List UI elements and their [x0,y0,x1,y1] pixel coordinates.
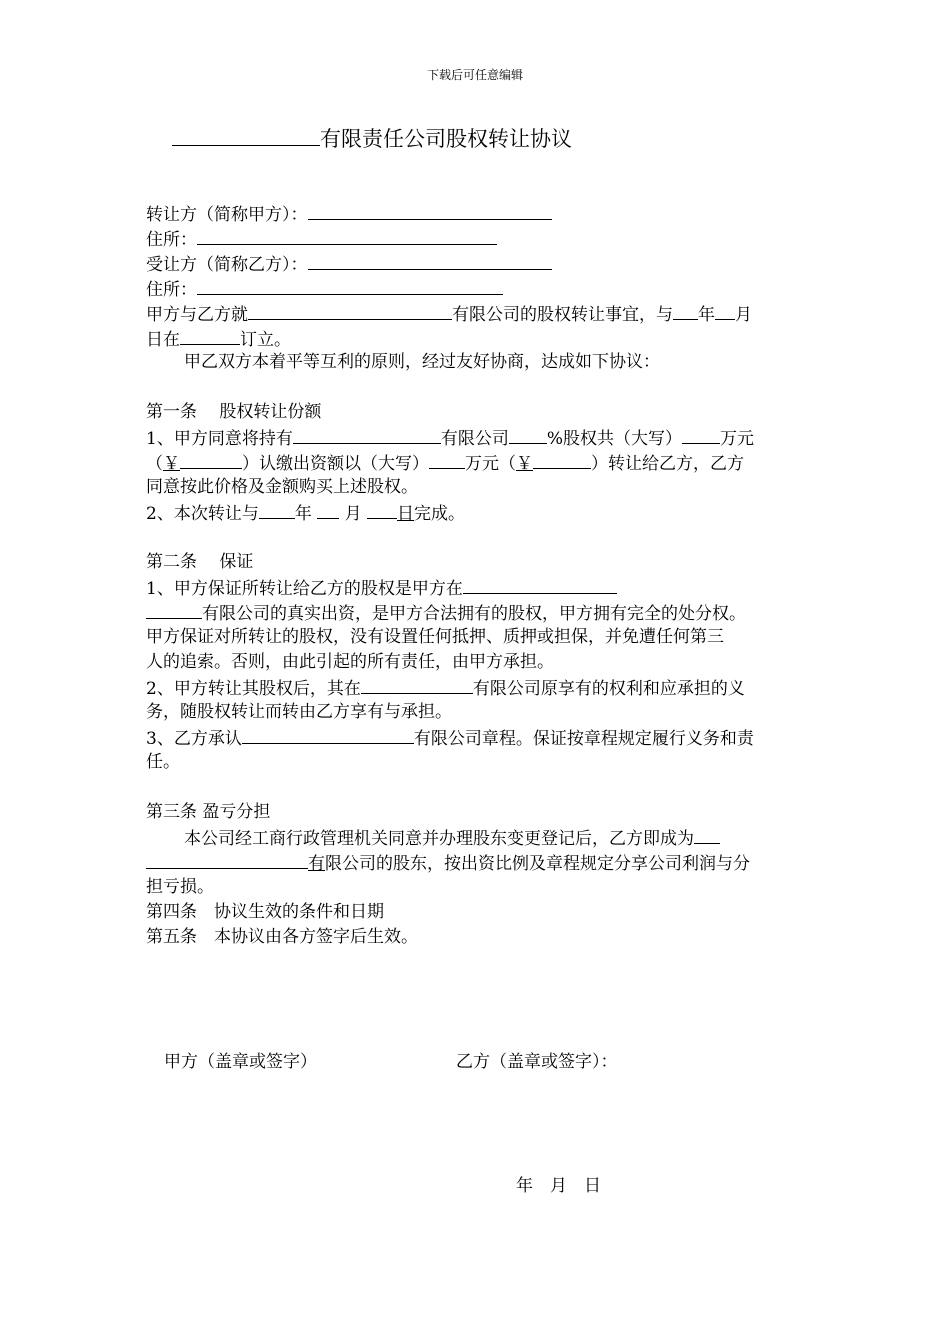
intro-text: 甲方与乙方就 [146,305,248,325]
yen-sign: ￥ [163,454,180,474]
article-1-line-4 [146,500,465,526]
article-2-line-5 [146,675,745,701]
month-blank [715,301,735,320]
clause-text: 2、本次转让与 [146,504,259,524]
month-blank [317,500,339,519]
address-label-2: 住所： [146,280,197,300]
clause-text: ）认缴出资额以（大写） [242,454,429,474]
clause-text: 年 [294,504,312,524]
company-blank [146,600,202,619]
document-title [172,123,572,153]
article-1-line-2 [146,450,744,476]
intro-line-2 [146,326,291,352]
article-2-heading: 第二条 保证 [146,552,254,572]
clause-text: 有限公司章程。保证按章程规定履行义务和责 [413,729,754,749]
clause-text: %股权共（大写） [546,429,682,449]
party-a-signature-label: 甲方（盖章或签字） [164,1052,317,1072]
transferee-line [146,251,552,277]
address-line-1 [146,226,497,252]
article-3-heading: 第三条 盈亏分担 [146,802,271,822]
article-3-line-3: 担亏损。 [146,877,214,897]
percent-blank [509,425,547,444]
intro-line-3: 甲乙双方本着平等互利的原则，经过友好协商，达成如下协议： [184,352,660,372]
article-5-heading: 第五条 本协议由各方签字后生效。 [146,927,418,947]
intro-line-1 [146,301,752,327]
intro-text: 年 [698,305,715,325]
article-2-line-4: 人的追索。否则，由此引起的所有责任，由甲方承担。 [146,652,554,672]
clause-text: ）转让给乙方，乙方 [591,454,744,474]
article-2-line-6: 务，随股权转让而转由乙方享有与承担。 [146,702,452,722]
clause-text: 限公司的股东，按出资比例及章程规定分享公司利润与分 [325,854,750,874]
company-blank [293,425,441,444]
intro-text: 月 [735,305,752,325]
clause-text: 有限公司的真实出资，是甲方合法拥有的股权，甲方拥有完全的处分权。 [202,604,746,624]
intro-company-blank [248,301,452,320]
yen-amount-blank [180,450,242,469]
article-2-line-2 [146,600,746,626]
company-blank [694,825,720,844]
clause-text: 有限公司原享有的权利和应承担的义 [472,679,745,699]
clause-text: 完成。 [414,504,466,524]
address-blank-2 [197,276,503,295]
yen-amount-blank [533,450,591,469]
clause-text: 本公司经工商行政管理机关同意并办理股东变更登记后，乙方即成为 [184,829,694,849]
amount-blank [682,425,720,444]
amount-blank [429,450,465,469]
article-1-line-3: 同意按此价格及金额购买上述股权。 [146,477,418,497]
intro-text: 日在 [146,330,180,350]
clause-text: 万元 [719,429,754,449]
article-2-line-1 [146,575,617,601]
article-4-heading: 第四条 协议生效的条件和日期 [146,902,384,922]
address-line-2 [146,276,503,302]
clause-text: 2、甲方转让其股权后，其在 [146,679,361,699]
clause-text: 有限公司 [440,429,509,449]
company-name-blank [172,127,320,146]
company-blank [361,675,473,694]
transferee-blank [308,251,552,270]
header-note: 下载后可任意编辑 [426,68,523,82]
article-2-line-8: 任。 [146,752,180,772]
company-blank [242,725,414,744]
company-blank [463,575,617,594]
clause-text: 1、甲方保证所转让给乙方的股权是甲方在 [146,579,463,599]
address-label-1: 住所： [146,230,197,250]
yen-sign: ￥ [516,454,533,474]
title-text: 有限责任公司股权转让协议 [320,127,572,151]
clause-text: 3、乙方承认 [146,729,242,749]
signature-date: 年 月 日 [516,1176,601,1196]
day-blank [367,500,397,519]
clause-text: 万元（ [465,454,516,474]
year-blank [259,500,295,519]
clause-text: 月 [344,504,362,524]
article-2-line-3: 甲方保证对所转让的股权，没有设置任何抵押、质押或担保，并免遭任何第三 [146,627,724,647]
article-3-line-2 [146,850,750,876]
clause-text: 有 [308,854,325,874]
clause-text: 日 [397,504,415,524]
transferor-line [146,201,552,227]
article-3-line-1 [184,825,720,851]
company-blank [146,850,308,869]
address-blank-1 [197,226,497,245]
clause-text: （ [146,454,163,474]
transferor-blank [308,201,552,220]
intro-text: 有限公司的股权转让事宜，与 [452,305,673,325]
article-1-line-1 [146,425,754,451]
transferee-label: 受让方（简称乙方）： [146,255,308,275]
article-1-heading: 第一条 股权转让份额 [146,402,322,422]
year-blank [673,301,698,320]
article-2-line-7 [146,725,754,751]
place-blank [180,326,240,345]
party-b-signature-label: 乙方（盖章或签字）： [456,1052,618,1072]
transferor-label: 转让方（简称甲方）： [146,205,308,225]
intro-text: 订立。 [240,330,291,350]
clause-text: 1、甲方同意将持有 [146,429,293,449]
